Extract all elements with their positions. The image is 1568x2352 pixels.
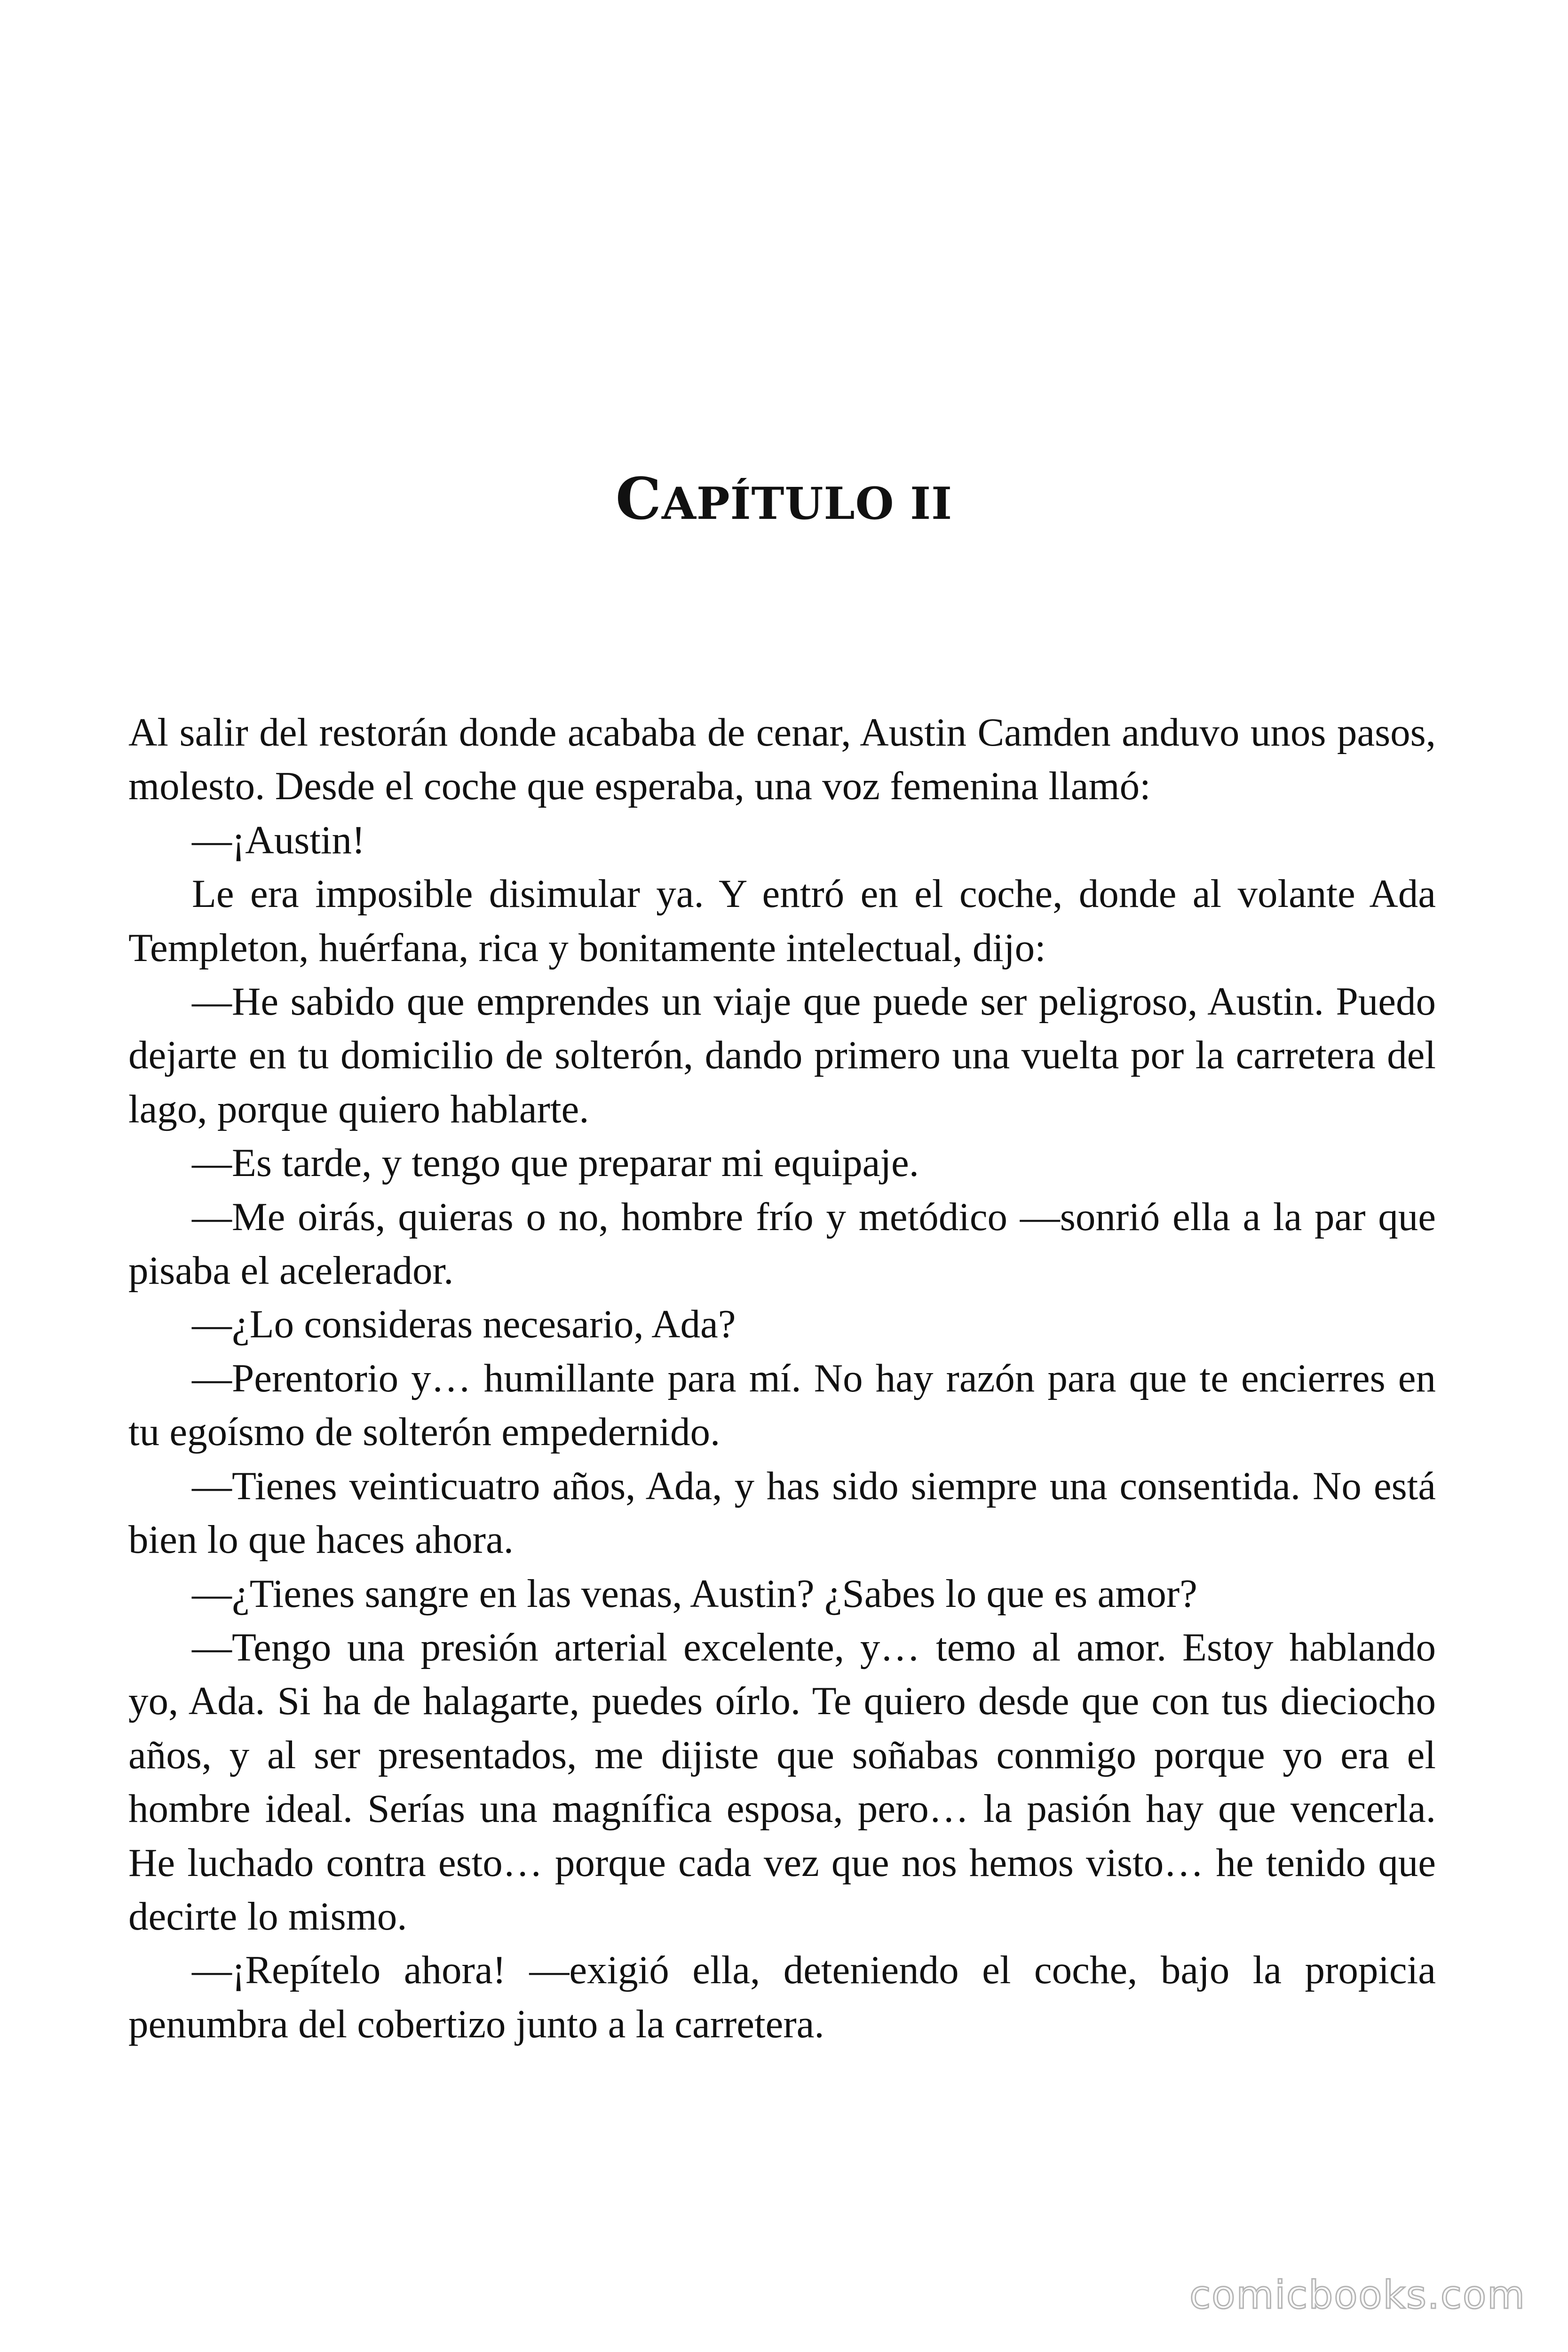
paragraph: —¡Repítelo ahora! —exigió ella, deteniendo el coche, bajo la propicia penumbra del cobertizo junto a la carretera. [128,1948,1436,2046]
chapter-title-rest: APÍTULO II [661,478,953,530]
paragraph: —He sabido que emprendes un viaje que puede ser peligroso, Austin. Puedo dejarte en tu domicilio de solterón, dando primero una vuelta por la carretera del lago, porque quiero hablarte. [128,979,1436,1131]
paragraph: Le era imposible disimular ya. Y entró en el coche, donde al volante Ada Templeton, huérfana, rica y bonitamente intelectual, dijo: [128,872,1436,970]
watermark: comicbooks.com [1189,2273,1526,2318]
paragraph: —Me oirás, quieras o no, hombre frío y metódico —sonrió ella a la par que pisaba el acelerador. [128,1194,1436,1293]
paragraph: —Es tarde, y tengo que preparar mi equipaje. [192,1141,919,1185]
paragraph: —¡Austin! [192,818,365,862]
paragraph: —Perentorio y… humillante para mí. No hay razón para que te encierres en tu egoísmo de solterón empedernido. [128,1356,1436,1454]
chapter-title [0,463,1568,539]
paragraph: Al salir del restorán donde acababa de cenar, Austin Camden anduvo unos pasos, molesto. Desde el coche que esperaba, una voz femenina llamó: [128,710,1436,809]
chapter-body [128,706,1436,2051]
chapter-title-initial: C [615,465,662,532]
paragraph: —Tienes veinticuatro años, Ada, y has sido siempre una consentida. No está bien lo que haces ahora. [128,1463,1436,1562]
paragraph: —Tengo una presión arterial excelente, y… temo al amor. Estoy hablando yo, Ada. Si ha de halagarte, puedes oírlo. Te quiero desde que con tus dieciocho años, y al ser presentados, me dijiste que soñabas conmigo porque yo era el hombre ideal. Serías una magnífica esposa, pero… la pasión hay que vencerla. He luchado contra esto… porque cada vez que nos hemos visto… he tenido que decirte lo mismo. [128,1625,1436,1939]
paragraph: —¿Tienes sangre en las venas, Austin? ¿Sabes lo que es amor? [192,1571,1197,1616]
paragraph: —¿Lo consideras necesario, Ada? [192,1302,736,1347]
